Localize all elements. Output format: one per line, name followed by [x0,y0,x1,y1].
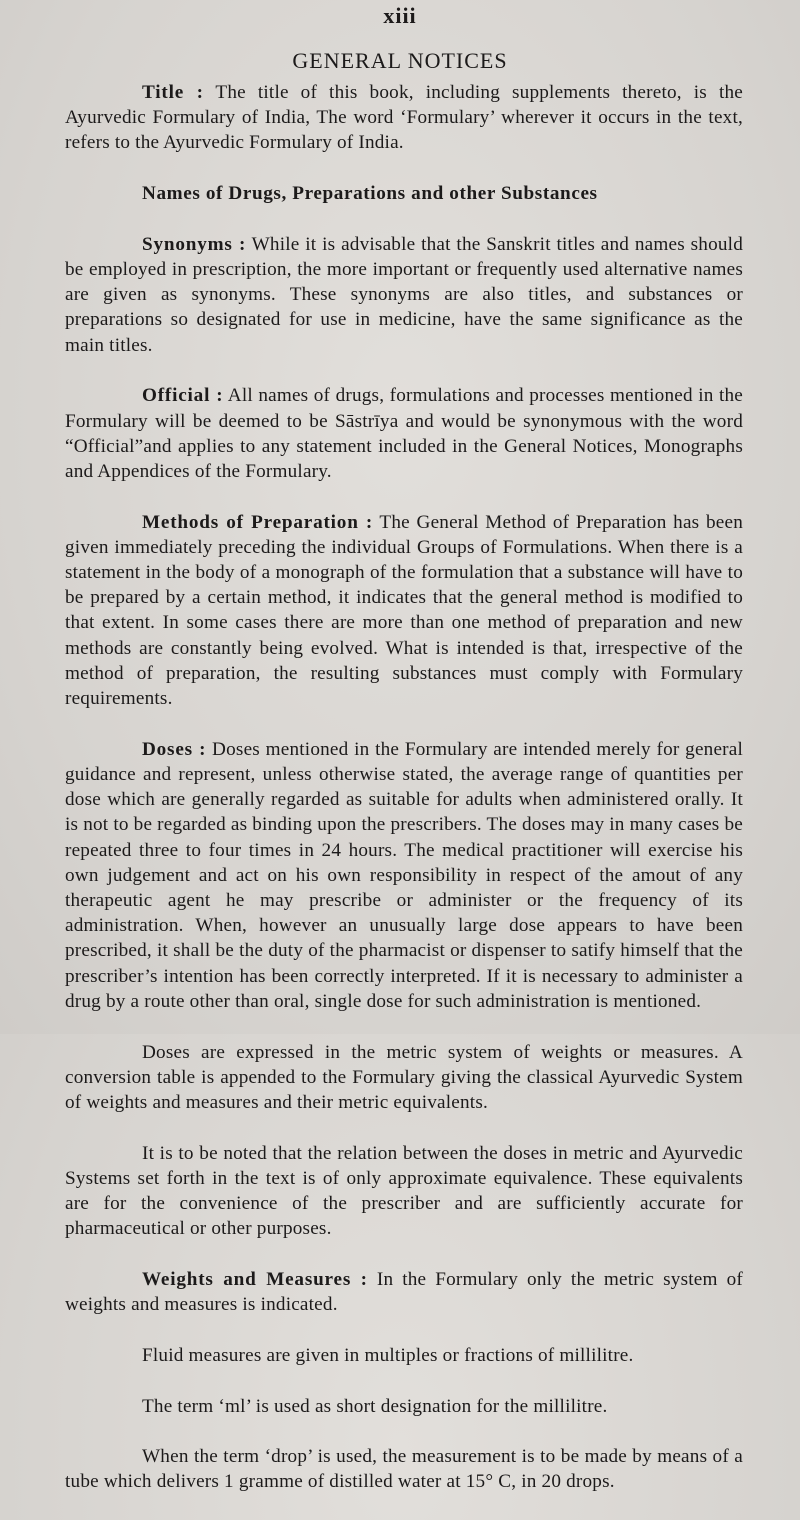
paragraph-text: All names of drugs, formulations and processes mentioned in the Formulary will be deemed to be Sāstrīya and would be synonymous with the word “Official”and applies to any statement included in the General Notices, Monographs and Appendices of the Formulary. [65,385,743,482]
section-heading-text: Names of Drugs, Preparations and other Substances [142,183,598,205]
paragraph-lead: Weights and Measures : [142,1268,368,1290]
paragraph-doses-metric [65,1040,743,1116]
paragraph-drop-term [65,1444,743,1494]
paragraph-text: The General Method of Preparation has been given immediately preceding the individual Groups of Formulations. When there is a statement in the body of a monograph of the formulation that a substance will have to be prepared by a certain method, it indicates that the general method is modified to that extent. In some cases there are more than one method of preparation and new methods are constantly being evolved. What is intended is that, irrespective of the method of preparation, the resulting substances must comply with Formulary requirements. [65,511,744,710]
paragraph-text: The title of this book, including supplements thereto, is the Ayurvedic Formulary of India, The word ‘Formulary’ wherever it occurs in the text, refers to the Ayurvedic Formulary of India. [65,82,743,154]
paragraph-fluid-measures [65,1343,743,1368]
paragraph-methods-of-preparation [65,510,743,712]
paragraph-text: It is to be noted that the relation between the doses in metric and Ayurvedic Systems set forth in the text is of only approximate equivalence. These equivalents are for the convenience of the prescriber and are sufficiently accurate for pharmaceutical or other purposes. [65,1142,743,1240]
paragraph-lead: Official : [142,385,224,407]
paragraph-text: Doses are expressed in the metric system of weights or measures. A conversion table is appended to the Formulary giving the classical Ayurvedic System of weights and measures and their metric equivalents. [65,1041,743,1113]
paragraph-lead: Title : [142,82,204,103]
paragraph-title [65,80,743,156]
paragraph-text: Fluid measures are given in multiples or fractions of millilitre. [142,1344,634,1366]
page-number: xiii [383,3,417,28]
paragraph-lead: Methods of Preparation : [142,511,374,533]
paragraph-text: The term ‘ml’ is used as short designation for the millilitre. [142,1395,608,1417]
notices-body [65,80,743,1520]
paragraph-synonyms [65,232,743,358]
paragraph-weights-and-measures [65,1267,743,1317]
paragraph-text: When the term ‘drop’ is used, the measurement is to be made by means of a tube which delivers 1 gramme of distilled water at 15° C, in 20 drops. [65,1446,743,1493]
paragraph-doses [65,737,743,1014]
section-heading-names [65,181,743,206]
paragraph-ml-term [65,1394,743,1419]
paragraph-text: While it is advisable that the Sanskrit titles and names should be employed in prescription, the more important or frequently used alternative names are given as synonyms. These synonyms are also titles, and substances or preparations so designated for use in medicine, have the same significance as the main titles. [65,233,743,356]
paragraph-lead: Doses : [142,738,207,760]
paragraph-text: Doses mentioned in the Formulary are intended merely for general guidance and represent, unless otherwise stated, the average range of quantities per dose which are generally regarded as suitable for adults when administered orally. It is not to be regarded as binding upon the prescribers. The doses may in many cases be repeated three to four times in 24 hours. The medical practitioner will exercise his own judgement and act on his own responsibility in respect of the amout of any therapeutic agent he may prescribe or administer or the frequency of its administration. When, however an unusually large dose appears to have been prescribed, it shall be the duty of the pharmacist or dispenser to satify himself that the prescriber’s intention has been correctly interpreted. If it is necessary to administer a drug by a route other than oral, single dose for such administration is mentioned. [65,738,744,1012]
paragraph-doses-equivalence [65,1141,743,1242]
paragraph-lead: Synonyms : [142,233,247,255]
page-title: GENERAL NOTICES [292,48,508,73]
paragraph-text: In the Formulary only the metric system of weights and measures is indicated. [65,1268,743,1316]
paragraph-official [65,383,743,484]
